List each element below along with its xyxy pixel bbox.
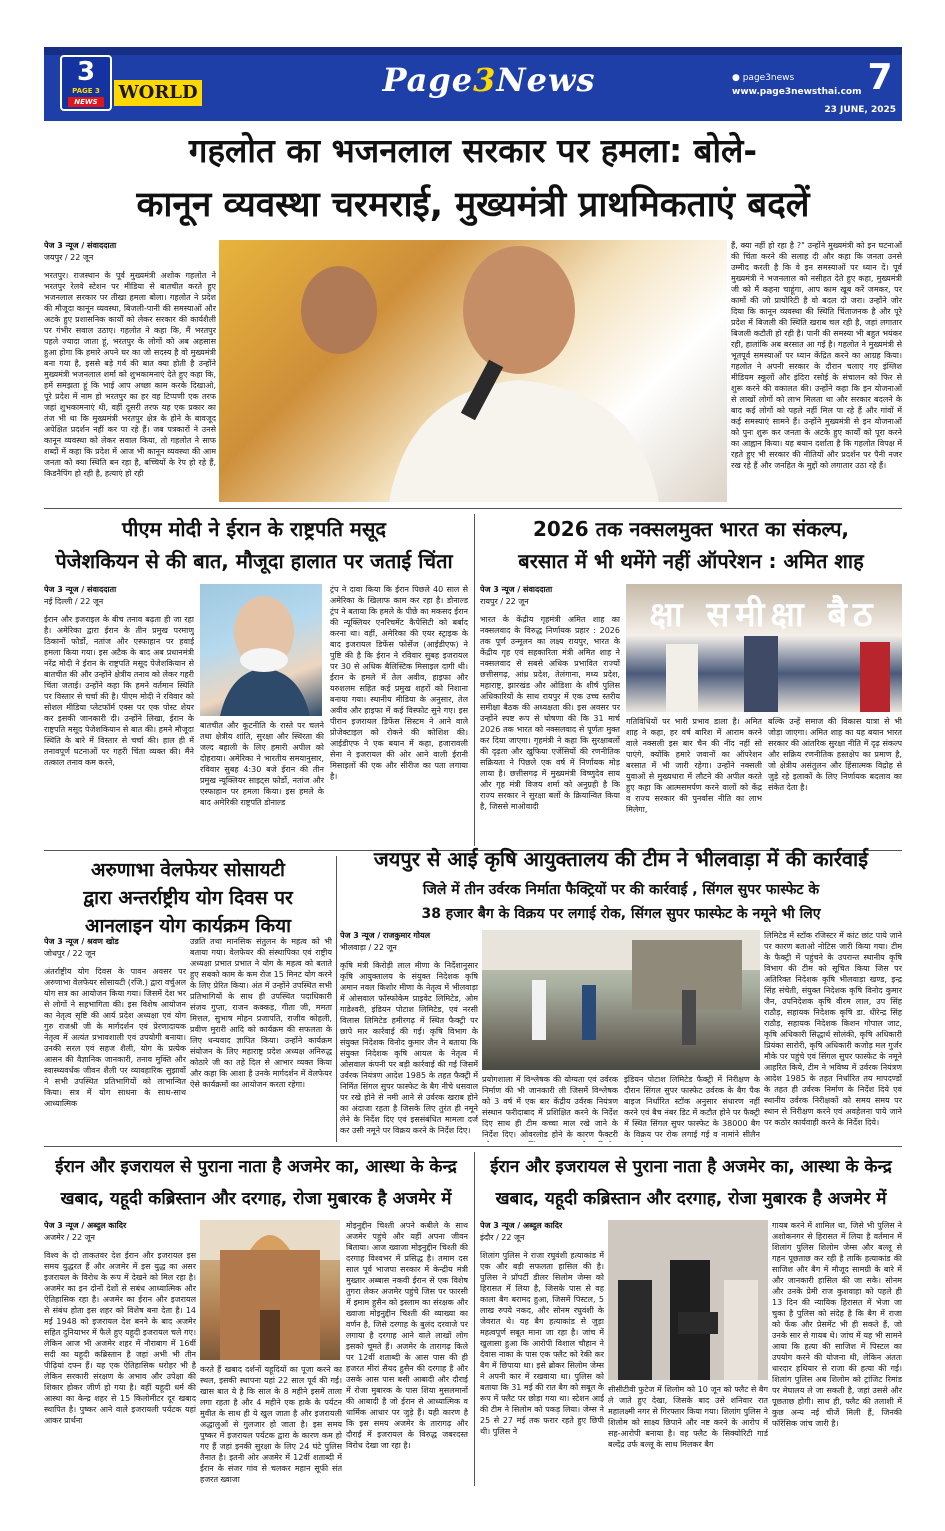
ajmer-photo xyxy=(200,1220,340,1360)
ajmer-body-col2: करते हैं खबाद दर्शनों यहूदियों का पूजा करने का स्थल, इसकी स्थापना यहां 22 साल पूर्व की गई। खास बात ये है कि साल के 8 महीने इसमें ताला लगा रहता है और 4 महीने एक हाके के पर्यटन मुवीत के साथ ही ये खुल जाता है और इजरायली अद्धालुओं से गुलजार हो जाता है। इस समय पुष्कर में इजरायल पर्यटक द्वारा के कारण कम हो गए हैं जहां इनकी सुरक्षा के लिए 24 घंटे पुलिस तैनात है। इतनी ओर अजमेर में 12वीं शताब्दी में ईरान के संजर गांव से चलकर महान सूफी संत हजरत ख्वाजा xyxy=(200,1365,342,1484)
photo-person-shape xyxy=(860,642,890,712)
divider xyxy=(44,508,902,509)
lead-byline-publisher: पेज 3 न्यूज / संवाददाता xyxy=(44,241,117,250)
photo-background-person xyxy=(301,266,377,354)
yoga-byline-publisher: पेज 3 न्यूज / श्रवण खोड xyxy=(44,937,119,946)
header-strip xyxy=(44,47,902,55)
photo-jacket-shape xyxy=(220,668,310,716)
photo-bag-shape xyxy=(678,1312,718,1334)
masthead-part-a: Page xyxy=(382,61,474,99)
lead-headline-line1: गहलोत का भजनलाल सरकार पर हमला: बोले- xyxy=(188,131,758,170)
ajmer-photo-illustration xyxy=(200,1220,340,1360)
indore-photo xyxy=(608,1220,768,1380)
facebook-icon: ● xyxy=(732,73,743,83)
ajmer-headline-line1: ईरान और इजरायल से पुराना नाता है अजमेर का, आस्था के केन्द्र xyxy=(55,1157,457,1177)
modi-byline-place: नई दिल्ली / 22 जून xyxy=(44,597,104,606)
modi-headline-line2: पेजेशकियन से की बात, मौजूदा हालात पर जताई चिंता xyxy=(55,549,453,573)
photo-kurta-shape xyxy=(389,380,659,502)
shah-byline xyxy=(480,584,620,610)
fertilizer-headline: जयपुर से आई कृषि आयुक्तालय की टीम ने भीलवाड़ा में की कार्रवाई xyxy=(373,847,869,871)
lead-photo xyxy=(219,240,727,502)
modi-headline-line1: पीएम मोदी ने ईरान के राष्ट्रपति मसूद xyxy=(121,517,387,541)
indore-body-col3: गायब करने में शामिल था, जिसे भी पुलिस ने अशोकनगर से हिरासत में लिया है वर्तमान में शिलांग पुलिस शिलोम जेम्स और बल्लू से गहन पूछताछ कर रही है ताकि हत्याकांड की साजिश और बैग में मौजूद सामग्री के बारे में और जानकारी हासिल की जा सके। सोनम और उनके प्रेमी राज कुशवाहा को पहले ही 13 दिन की न्यायिक हिरासत में भेजा जा चुका है पुलिस को संदेह है कि बैग में राजा को फेंक और प्रेसमेंट भी ही सकते हैं, जो उनके सार से गायब थे। जांच में यह भी सामने आया कि हत्या की साजिश में पिस्टल का उपयोग करने की योजना थी, लेकिन अंततः धारदार हथियार से राजा की हत्या की गई। शिलांग पुलिस अब शिलोम को ट्रांजिट रिमांड पर मेघालय ले जा सकती है, जहां उससे और पूछताछ होगी। साथ ही, फ्लैट की तलाशी में कुछ अन्य नई चीजें मिली हैं, जिनकी फॉरेंसिक जांच जारी है। xyxy=(772,1221,902,1428)
fertilizer-photo-illustration xyxy=(482,930,760,1070)
divider xyxy=(44,1146,902,1147)
modi-photo-illustration xyxy=(200,584,322,716)
masthead-part-b: 3 xyxy=(473,61,497,99)
fertilizer-byline xyxy=(340,930,478,956)
lead-body-col1: भरतपुर। राजस्थान के पूर्व मुख्यमंत्री अशोक गहलोत ने भरतपुर रेलवे स्टेशन पर मीडिया से बातचीत करते हुए भजनलाल सरकार पर तीखा हमला बोला। गहलोत ने प्रदेश की मौजूदा कानून व्यवस्था, बिजली-पानी की समस्याओं और अटके हुए प्रशासनिक कार्यों को लेकर सरकार की कार्यशैली पर गंभीर सवाल उठाए। गहलोत ने कहा कि, मैं भरतपुर पहले ज्यादा जाता हूं, भरतपुर के लोगों को अब अहसास हुआ होगा कि हमारे अपने घर का जो सदस्य है वो मुख्यमंत्री बना गया है, इससे बड़े गर्व की बात क्या होती है उन्होंने मुख्यमंत्री भजनलाल शर्मा को शुभकामनाएं देते हुए कहा कि, हमें समझता हूं कि भाई आप अच्छा काम करके दिखाओ, पूरे प्रदेश में नाम हो भरतपुर का हर वह टिप्पणी एक तरफ जहां शुभकामनाएं थी, वहीं दूसरी तरफ यह एक प्रकार का तंज भी था कि मुख्यमंत्री भरतपुर क्षेत्र के होने के बावजूद अपेक्षित प्रदर्शन नहीं कर पा रहे हैं। जब पत्रकारों ने उनसे कानून व्यवस्था को लेकर सवाल किया, तो गहलोत ने साफ शब्दों में कहा कि प्रदेश में आज भी कानून व्यवस्था की आम जनता को क्या स्थिति बन रहा है, बच्चियों के रेप हो रहे हैं, किडनैपिंग हो रही है, हत्याएं हो रही xyxy=(44,271,216,478)
modi-byline xyxy=(44,584,194,610)
page-header xyxy=(44,47,902,121)
shah-headline-line2: बरसात में भी थमेंगे नहीं ऑपरेशन : अमित शाह xyxy=(518,549,864,573)
photo-face-shape xyxy=(463,246,575,374)
photo-person-shape xyxy=(724,1280,758,1380)
ajmer-byline-place: अजमेर / 22 जून xyxy=(44,1233,95,1242)
yoga-body-col1: अंतर्राष्ट्रीय योग दिवस के पावन अवसर पर अरुणाभा वेलफेयर सोसायटी (रजि.) द्वारा वर्चुअल योग सत्र का आयोजन किया गया। जिसमें देश भर से लोगों ने सहभागिता की। इस विशेष आयोजन का नेतृत्व सृष्टि की आर्य प्रदेश अध्यक्षा एवं योग गुरु राजश्री जी के मार्गदर्शन एवं प्रेरणादायक नेतृत्व में अत्यंत प्रभावशाली एवं उपयोगी बनाया। उनकी सरल एवं सहज शैली, योग के प्रत्येक आसन की वैज्ञानिक जानकारी, तनाव मुक्ति और स्वास्थ्यवर्धक जीवन शैली पर व्यावहारिक सुझावों ने सभी उपस्थित प्रतिभागियों को लाभान्वित किया। सत्र में योग साधना के साथ-साथ आध्यात्मिक xyxy=(44,967,186,1108)
fertilizer-body-col4: लिमिटेड में स्टॉक रजिस्टर में कांट छांट पाये जाने पर कारण बताओ नोटिस जारी किया गया। टीम के फैक्ट्री में पहुंचने के उपरान्त स्थानीय कृषि विभाग की टीम को सूचित किया जिस पर अतिरिक्त निदेशक कृषि भीलवाड़ा खण्ड, इन्द्र सिंह संचेती, संयुक्त निदेशक कृषि विनोद कुमार जैन, उपनिदेशक कृषि वीरम लाल, उप सिंह राठौड़, सहायक निदेशक कृषि डा. धीरेन्द्र सिंह राठौड़, सहायक निदेशक किशन गोपाल जाट, कृषि अधिकारी सिद्धार्थ सोलंकी, कृषि अधिकारी प्रियंका सारोरी, कृषि अधिकारी कजोड़ मल गुर्जर मौके पर पहुंचे एवं सिंगल सुपर फास्फेट के नमूने आहरित किये, टीम ने भविष्य में उर्वरक नियंत्रण आदेश 1985 के तहत निर्धारित तय मापदण्डों के तहत ही उर्वरक निर्माण के निर्देश दिये एवं स्थानीय उर्वरक निरीक्षकों को समय समय पर स्थान से निरीक्षण करने एवं अवहेलना पाये जाने पर कठोर कार्यवाही करने के निर्देश दिये। xyxy=(764,931,902,1127)
photo-beard-shape xyxy=(240,648,288,672)
fertilizer-byline-publisher: पेज 3 न्यूज / राजकुमार गोयल xyxy=(340,931,431,940)
photo-banner-text: क्षा समीक्षा बैठ xyxy=(649,595,879,635)
column-divider xyxy=(474,1152,475,1486)
yoga-body-col2: उन्नति तथा मानसिक संतुलन के महत्व को भी बताया गया। वेलफेयर की संस्थापिका एवं राष्ट्रीय अध्यक्षा प्रभात प्रभात ने योग के महत्व को बताते हुए सबको काम के कम रोज 15 मिनट योग करने के लिए प्रेरित किया। अंत में उन्होंने उपस्थित सभी प्रतिभागियों के साथ ही उपस्थित पदाधिकारी संजय गुप्ता, राजन कक्कड़, गीता जी, ममता मित्तल, सुभाष मोहन प्रजापति, राजीव कोहली, प्रवीण मुरारी आदि को कार्यक्रम की सफलता के लिए धन्यवाद ज्ञापित किया। उन्होंने कार्यक्रम संयोजन के लिए महाराष्ट्र प्रदेश अध्यक्ष अनिरुद्ध कोठारे जी का तहे दिल से आभार व्यक्त किया और कहा कि आशा है उनके मार्गदर्शन में वेलफेयर ऐसे कार्यक्रमों का आयोजन करता रहेगा। xyxy=(190,937,332,1089)
fertilizer-byline-place: भीलवाड़ा / 22 जून xyxy=(340,943,397,952)
ajmer-byline xyxy=(44,1220,196,1246)
photo-person-shape xyxy=(682,990,696,1045)
fertilizer-subhead-line1: जिले में तीन उर्वरक निर्माता फैक्ट्रियों पर की कार्रवाई , सिंगल सुपर फास्फेट के xyxy=(422,882,820,898)
lead-byline-place: जयपुर / 22 जून xyxy=(44,253,94,262)
lead-byline xyxy=(44,240,214,266)
modi-photo xyxy=(200,584,322,716)
shah-byline-publisher: पेज 3 न्यूज / संवाददाता xyxy=(480,585,553,594)
social-handle xyxy=(732,73,862,83)
website-url: www.page3newsthai.com xyxy=(732,87,862,97)
yoga-headline-line1: अरुणाभा वेलफेयर सोसायटी xyxy=(91,859,285,881)
fertilizer-photo xyxy=(482,930,760,1070)
indore-byline xyxy=(480,1220,604,1246)
shah-photo xyxy=(626,584,902,712)
yoga-headline-line3: आनलाइन योग कार्यक्रम किया xyxy=(84,915,292,937)
photo-person-shape xyxy=(582,985,596,1040)
modi-body-col2: बातचीत और कूटनीति के रास्ते पर चलने तथा क्षेत्रीय शांति, सुरक्षा और स्थिरता की जल्द बहाली के लिए हमारी अपील को दोहराया। अमेरिका ने भारतीय समयानुसार, रविवार सुबह 4:30 बजे ईरान की तीन प्रमुख न्यूक्लियर साइट्स फोर्डो, नतांज और एस्फाहान पर हमला किया। इस हमले के बाद अमेरिकी राष्ट्रपति डोनाल्ड xyxy=(200,721,324,807)
modi-body-col1: ईरान और इजराइल के बीच तनाव बढ़ता ही जा रहा है। अमेरिका द्वारा ईरान के तीन प्रमुख परमाणु ठिकानों फोर्डो, नतांज और एस्फाहान पर हवाई हमला किया गया। इस अटैक के बाद अब प्रधानमंत्री नरेंद्र मोदी ने ईरान के राष्ट्रपति मसूद पेजेशकियान से बातचीत की और उन्होंने क्षेत्रीय तनाव को लेकर गहरी चिंता जताई। उन्होंने कहा कि हमने वर्तमान स्थिति पर विस्तार से चर्चा की है। पीएम मोदी ने रविवार को सोशल मीडिया प्लेटफॉर्म एक्स पर एक पोस्ट शेयर कर इसकी जानकारी दी। उन्होंने लिखा, ईरान के राष्ट्रपति मसूद पेजेशकियान से बात की। हमने मौजूदा स्थिति के बारे में विस्तार से चर्चा की। हाल ही में तनावपूर्ण घटनाओं पर गहरी चिंता व्यक्त की। मैंने तत्काल तनाव कम करने, xyxy=(44,615,194,767)
shah-body-col3: बल्कि उन्हें समाज की विकास यात्रा से भी जोड़ा जाएगा। अमित शाह का यह बयान भारत सरकार की आंतरिक सुरक्षा नीति में दृढ़ संकल्प और सक्रिय रणनीतिक हस्तक्षेप का प्रमाण है, जो क्षेत्रीय असंतुलन और हिंसात्मक विद्रोह से जुड़े रहे इलाकों के लिए निर्णायक बदलाव का संकेत देता है। xyxy=(768,717,902,792)
shah-body-col2: गतिविधियों पर भारी प्रभाव डाला है। अमित शाह ने कहा, हर वर्ष बारिश में आराम करने वाले नक्सली इस बार चैन की नींद नहीं सो पाएंगे, क्योंकि हमारे जवानों का ऑपरेशन बरसात में भी जारी रहेगा। उन्होंने नक्सली युवाओं से मुख्यधारा में लौटने की अपील करते हुए कहा कि आत्मसमर्पण करने वालों को केंद्र व राज्य सरकार की पुनर्वास नीति का लाभ मिलेगा, xyxy=(626,717,762,814)
photo-person-shape xyxy=(618,1280,652,1380)
logo-page-label: PAGE 3 xyxy=(72,87,100,95)
indore-headline-line1: ईरान और इजरायल से पुराना नाता है अजमेर का, आस्था के केन्द्र xyxy=(490,1157,892,1177)
indore-body-col2: सीसीटीवी फुटेज में शिलोम को 10 जून को फ्लैट से बैग ले जाते हुए देखा, जिसके बाद उसे शनिवार रात महालक्ष्मी नगर से गिरफ्तार किया गया। शिलांग पुलिस ने शिलोम को साक्ष्य छिपाने और नष्ट करने के आरोप में सह-आरोपी बनाया है। वह फ्लैट के सिक्योरिटी गार्ड बल्देंद्र उर्फ बल्लू के साथ मिलकर बैग xyxy=(608,1385,768,1449)
gehlot-photo-illustration xyxy=(219,240,727,502)
shah-byline-place: रायपुर / 22 जून xyxy=(480,597,529,606)
fertilizer-subhead-line2: 38 हजार बैग के विक्रय पर लगाई रोक, सिंगल सुपर फास्फेट के नमूने भी लिए xyxy=(421,906,821,922)
lead-headline-line2: कानून व्यवस्था चरमराई, मुख्यमंत्री प्राथमिकताएं बदलें xyxy=(136,185,810,225)
social-handle-text: page3news xyxy=(742,73,795,83)
shah-photo-illustration xyxy=(626,584,902,712)
modi-body-col3: ट्रंप ने दावा किया कि ईरान पिछले 40 साल से अमेरिका के खिलाफ काम कर रहा है। डोनाल्ड ट्रंप ने बताया कि हमले के पीछे का मकसद ईरान की न्यूक्लियर एनरिचमेंट कैपेसिटी को बर्बाद करना था। वहीं, अमेरिका की एयर स्ट्राइक के बाद इजरायल डिफेंस फोर्सेज (आईडीएफ) ने पुष्टि की है कि ईरान ने रविवार सुबह इजरायल पर 30 से अधिक बैलिस्टिक मिसाइल दागी थी। ईरान के हमले में तेल अवीव, हाइफा और यरुशलम सहित कई प्रमुख शहरों को निशाना बनाया गया। स्थानीय मीडिया के अनुसार, तेल अवीव और हाइफा में कई विस्फोट सुने गए। इस पीरान इजरायल डिफेंस सिस्टम ने आने वाले प्रोजेक्टाइल को रोकने की कोशिश की। आईडीएफ ने एक बयान में कहा, हजारावली सेना ने इजरायल की ओर आने वाली ईरानी मिसाइलों की एक और सीरीज का पता लगाया है। xyxy=(330,585,468,781)
issue-date: 23 JUNE, 2025 xyxy=(824,105,896,115)
photo-gate-shape xyxy=(260,1310,280,1360)
ajmer-byline-publisher: पेज 3 न्यूज / अब्दुल कादिर xyxy=(44,1221,127,1230)
section-label: WORLD xyxy=(114,80,202,106)
photo-person-shape xyxy=(744,636,778,712)
yoga-byline-place: जोधपुर / 22 जून xyxy=(44,949,96,958)
fertilizer-body-col3: इंडियन पोटाश लिमिटेड फैक्ट्री में निरीक्षण के दौरान सिंगल सुपर फास्फेट उर्वरक के बैग पैक बाइज निर्धारित स्टॉक अनुसार संधारण नहीं करने एवं बैच नंबर डिट में कटौत होने पर फैक्ट्री में स्थित सिंगल सुपर फास्फेट के 38000 बैग के विक्रय पर रोक लगाई गई व नामांने सीलैन xyxy=(624,1075,760,1139)
indore-photo-illustration xyxy=(608,1220,768,1380)
column-divider xyxy=(336,856,337,1142)
column-divider xyxy=(474,514,475,846)
ajmer-body-col1: विश्व के दो ताकतवर देश ईरान और इजरायल इस समय युद्धरत हैं और अजमेर में इस युद्ध का असर इजरायल के विरोध के रूप में देखने को मिल रहा है। अजमेर का इन दोनों देशों से सबंध आध्यात्मिक और ऐतिहासिक रहा है। अजमेर का ईरान और इजरायल से संबंध होता इस शहर को विशेष बना देता है। 14 मई 1948 को इजरायल देश बनने के बाद अजमेर सहित दुनियाभर में फैले हुए यहूदी इजरायल चले गए। लेकिन आज भी अजमेर शहर में नौराबाग में 16वीं सदी का यहूदी कब्रिस्तान है जहां अभी भी तीन पीढ़ियां दफ्न हैं। यह एक ऐतिहासिक धरोहर भी है लेकिन सरकारी संरक्षण के अभाव और उपेक्षा की शिकार होकर जीर्ण हो गया है। वहीं यहूदी धर्म की आस्था का केन्द्र शहर से 15 किलोमीटर दूर खबाद स्थापित है। पुष्कर आने वाले इजरायली पर्यटक यहां आकर प्रार्थना xyxy=(44,1251,196,1425)
ajmer-headline-line2: खबाद, यहूदी कब्रिस्तान और दरगाह, रोजा मुबारक है अजमेर में xyxy=(60,1189,452,1209)
yoga-byline xyxy=(44,936,184,962)
lead-body-col3: हैं, क्या नहीं हो रहा है ?" उन्होंने मुख्यमंत्री को इन घटनाओं की चिंता करने की सलाह दी और कहा कि जनता उनसे उम्मीद करती है कि वे इन समस्याओं पर ध्यान दें। पूर्व मुख्यमंत्री ने भजनलाल को नसीहत देते हुए कहा, मुख्यमंत्री जी को मैं कहना चाहूंगा, आप काम खूब करें जमकर, पर कामों की जो प्रायोरिटी है वो बदल दो जरा। उन्होंने जोर दिया कि कानून व्यवस्था की स्थिति चिंताजनक है और पूरे प्रदेश में बिजली की स्थिति खराब चल रही है, जहां लगातार बिजली कटौती हो रही है। पानी की समस्या भी बहुत भयंकर रही, हालांकि अब बरसात आ गई है। गहलोत ने मुख्यमंत्री से भूतपूर्व समस्याओं पर ध्यान केंद्रित करने का आग्रह किया। गहलोत ने अपनी सरकार के दौरान चलाए गए इंग्लिश मीडियम स्कूलों और इंदिरा रसोई के संचालन को फिर से शुरू करने की वकालत की। उन्होंने कहा कि इन योजनाओं से लाखों लोगों को लाभ मिलता था और सरकार बदलने के बाद कई लोगों को पहले नहीं मिल पा रहे हैं और गांवों में कई समस्याएं सामने हैं। उन्होंने मुख्यमंत्री से इन योजनाओं को पुनः शुरू कर जनता के अटके हुए कार्यों को पूरा करने का आह्वान किया। यह बयान दर्शाता है कि गहलोत विपक्ष में रहते हुए भी सरकार की नीतियों और प्रदर्शन पर पैनी नजर रख रहे हैं और जनहित के मुद्दों को लगातार उठा रहे हैं। xyxy=(731,241,902,470)
masthead xyxy=(369,57,609,103)
logo-number: 3 xyxy=(76,57,96,87)
masthead-part-c: News xyxy=(496,61,596,99)
yoga-headline-line2: द्वारा अन्तर्राष्ट्रीय योग दिवस पर xyxy=(83,887,293,909)
modi-byline-publisher: पेज 3 न्यूज / संवाददाता xyxy=(44,585,117,594)
shah-headline-line1: 2026 तक नक्सलमुक्त भारत का संकल्प, xyxy=(532,517,850,541)
ajmer-body-col3: मोइनुद्दीन चिश्ती अपने कबीले के साथ अजमेर पहुंचे और यहीं अपना जीवन बिताया। आज ख्वाजा मोइनुद्दीन चिश्ती की दरगाह विश्वभर में प्रसिद्ध है। तमाम दस साल पूर्व भाजपा सरकार में केन्द्रीय मंत्री मुख्तार अब्बास नकवी ईरान से एक विशेष तुगरा लेकर अजमेर पहुंचे जिस पर फारसी में इमाम हुसैन को इस्लाम का संरक्षक और ख्वाजा मोइनुद्दीन चिश्ती की व्याख्या का वर्णन है, जिसे दरगाह के बुलंद दरवाजे पर लगाया है दरगाह आने वाले लाखों लोग इसको चूमते हैं। अजमेर के तारागढ़ किले पर 12वीं शताब्दी के आस पास की ही हजरत मीरां सैयद हुसैन की दरगाह है और उसके आस पास बसी आबादी और दौराई में रोजा मुबारक के पास शिया मुसलमानों की आबादी है जो ईरान से आध्यात्मिक व धार्मिक आधार पर जुड़े हैं। यही कारण है कि इस समय अजमेर के तारागढ़ और दौराई में इजरायल के विरुद्ध जबरदस्त विरोध देखा जा रहा है। xyxy=(346,1221,468,1450)
shah-body-col1: भारत के केंद्रीय गृहमंत्री अमित शाह का नक्सलवाद के विरुद्ध निर्णायक प्रहार : 2026 तक पूर्ण उन्मूलन का लक्ष्य रायपुर, भारत के केंद्रीय गृह एवं सहकारिता मंत्री अमित शाह ने नक्सलवाद से सबसे अधिक प्रभावित राज्यों छत्तीसगढ़, आंध्र प्रदेश, तेलंगाना, मध्य प्रदेश, महाराष्ट्र, झारखंड और ओडिशा के शीर्ष पुलिस अधिकारियों के साथ रायपुर में एक उच्च स्तरीय समीक्षा बैठक की अध्यक्षता की। इस अवसर पर उन्होंने स्पष्ट रूप से घोषणा की कि 31 मार्च 2026 तक भारत को नक्सलवाद से पूर्णतः मुक्त कर दिया जाएगा। गृहमंत्री ने कहा कि सुरक्षाबलों की दृढ़ता और खुफिया एजेंसियों की रणनीतिक सक्रियता ने पिछले एक वर्ष में निर्णायक मोड़ लाया है। छत्तीसगढ़ में मुख्यमंत्री विष्णुदेव साय और गृह मंत्री विजय शर्मा को अनुग्रही है कि राज्य सरकार ने सुरक्षा बलों के क्रियान्वित किया है, जिससे माओवादी xyxy=(480,615,620,811)
indore-byline-place: इंदौर / 22 जून xyxy=(480,1233,525,1242)
indore-body-col1: शिलांग पुलिस ने राजा रघुवंशी हत्याकांड में एक और बड़ी सफलता हासिल की है। पुलिस ने प्रॉपर्टी डीलर सिलोम जेम्स को हिरासत में लिया है, जिसके पास से वह काला बैग बरामद हुआ, जिसमें पिस्टल, 5 लाख रुपये नकद, और सोनम रघुवंशी के जेवरात थे। यह बैग हत्याकांड से जुड़ा महत्वपूर्ण सबूत माना जा रहा है। जांच में खुलासा हुआ कि आरोपी विशाल चौहान ने देवास नाका के पास एक फ्लैट को रेकी कर बैग में छिपाया था। इसे ब्रोकर सिलोम जेम्स ने अपनी कार में रखवाया था। पुलिस को बताया कि 31 मई की रात बैग को सबूत के रूप में फ्लैट पर छोड़ा गया था। स्टेशन आई की टीम ने सिलोम को पकड़ लिया। जेम्स ने 25 से 27 मई तक फरार रहते हुए छिपी थी। पुलिस ने xyxy=(480,1251,604,1436)
page3-logo xyxy=(60,55,112,111)
fertilizer-body-col1: कृषि मंत्री किरोड़ी लाल मीणा के निर्देशानुसार कृषि आयुक्तालय के संयुक्त निदेशक कृषि अमान नवल किशोर मीणा के नेतृत्व में भीलवाड़ा में ओसवाल फॉस्फोकेम प्राइवेट लिमिटेड, ओम गाडेश्वरी, इंडियन पोटाश लिमिटेड, एवं नरसी विलास लिमिटेड हमीरगढ़ में स्थित फैक्ट्री पर छापे मार कार्रवाई की गई। कृषि विभाग के संयुक्त निदेशक विनोद कुमार जैन ने बताया कि संयुक्त निदेशक कृषि आयल के नेतृत्व में ओसवाल कंपनी पर बड़ी कार्रवाई की गई जिसमें उर्वरक नियंत्रण आदेश 1985 के तहत फैक्ट्री में निर्मित सिंगल सुपर फास्फेट के बैग नीचे धसवाल पर रखे होने से नमी आने से उर्वरक खराब होने का अंदाजा रहता है जिसके लिए तुरंत ही नमूने लेने के निर्देश दिए एवं इससंबंधित मामला दर्ज कर उसी नमूने पर विक्रय करने के निर्देश दिए। xyxy=(340,961,478,1135)
indore-byline-publisher: पेज 3 न्यूज / अब्दुल कादिर xyxy=(480,1221,563,1230)
fertilizer-body-col2: प्रयोगशाला में विश्लेषक की योग्यता एवं उर्वरक निर्माण की भी जानकारी ली जिसमें विश्लेषक को 3 वर्ष में एक बार केंद्रीय उर्वरक नियंत्रण संस्थान फरीदाबाद में प्रशिक्षित करने के निर्देश दिए साथ ही टीम कच्चा माल रखे जाने के निर्देश दिए। ओवरलोड होने के कारण फैक्टरी xyxy=(482,1075,618,1139)
page-number: 7 xyxy=(867,57,893,98)
photo-person-shape xyxy=(532,980,546,1040)
indore-headline-line2: खबाद, यहूदी कब्रिस्तान और दरगाह, रोजा मुबारक है अजमेर में xyxy=(495,1189,887,1209)
photo-person-shape xyxy=(666,644,698,712)
logo-news-label: NEWS xyxy=(68,97,104,107)
